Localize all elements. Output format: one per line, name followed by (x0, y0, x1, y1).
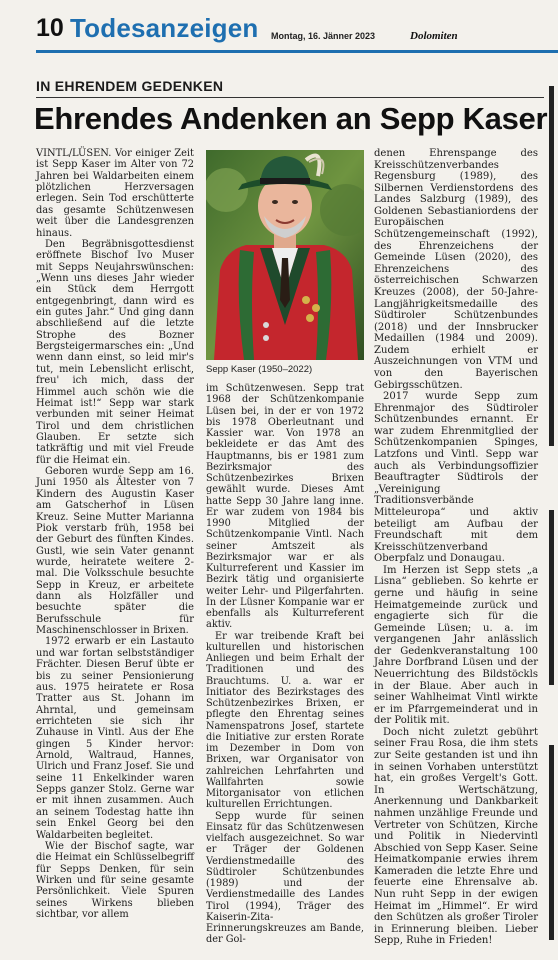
paragraph: Den Begräbnisgottesdienst eröffnete Bischof Ivo Muser mit Sepps Neujahrswünschen: „Wenn uns dieses Jahr wieder ein Stück dem Herrgott entgegenbringt, dann wird es ein gutes Jahr.“ Und ging dann abschließend auf die letzte Strophe des Bozner Bergsteigermarsches ein: „Und wenn dann einst, so leid mir's tut, mein Lebenslicht erlischt, freu' ich mich, dass der Himmel auch schön wie die Heimat ist!“ Sepp war stark verbunden mit seiner Heimat Tirol und dem christlichen Glauben. Er setzte sich tatkräftig und mit viel Freude für die Heimat ein. (36, 238, 194, 466)
paragraph: Doch nicht zuletzt gebührt seiner Frau Rosa, die ihm stets zur Seite gestanden ist und ihn in seinen Vorhaben unterstützt hat, ein großes Vergelt's Gott. In Wertschätzung, Anerkennung und Dankbarkeit nahmen unzählige Freunde und Vertreter von Schützen, Kirche und Politik in Niedervintl Abschied von Sepp Kaser. Seine Heimatkompanie erwies ihrem Kameraden die letzte Ehre und feuerte eine Ehrensalve ab. Nun ruht Sepp in der ewigen Heimat im „Himmel“. Er wird den Schützen als großer Tiroler in Erinnerung bleiben. Lieber Sepp, Ruhe in Frieden! (374, 726, 538, 947)
kicker-divider (36, 97, 544, 98)
article-column-3 (374, 148, 538, 947)
article-headline: Ehrendes Andenken an Sepp Kaser (34, 101, 548, 136)
paragraph: Im Herzen ist Sepp stets „a Lisna“ geblieben. So kehrte er gerne und häufig in seine Heimatgemeinde zurück und engagierte sich für die Gemeinde Lüsen; u. a. im vergangenen Jahr anlässlich der Gedenkveranstaltung 100 Jahre Dorfbrand Lüsen und der Neuerrichtung des Bildstöckls in der Blaue. Aber auch in seiner Wahlheimat Vintl wirkte er im Pfarrgemeinderat und in der Politik mit. (374, 564, 538, 727)
paragraph: VINTL/LÜSEN. Vor einiger Zeit ist Sepp Kaser im Alter von 72 Jahren bei Waldarbeiten einem plötzlichen Herzversagen erlegen. Sein Tod erschütterte das gesamte Schützenwesen weit über die Landesgrenzen hinaus. (36, 148, 194, 239)
adjacent-ad-border (549, 510, 554, 685)
article-column-2 (206, 383, 364, 946)
issue-date: Montag, 16. Jänner 2023 (271, 31, 376, 41)
photo-caption: Sepp Kaser (1950–2022) (206, 364, 313, 375)
paragraph: Sepp wurde für seinen Einsatz für das Schützenwesen vielfach ausgezeichnet. So war er Träger der Goldenen Verdienstmedaille des Südtiroler Schützenbundes (1989) und der Verdienstmedaille des Landes Tirol (1994), Träger des Kaiserin-Zita-Erinnerungskreuzes am Bande, der Gol- (206, 810, 364, 946)
paragraph: Geboren wurde Sepp am 16. Juni 1950 als Ältester von 7 Kindern des Augustin Kaser am Gatscherhof in Lüsen Kreuz. Seine Mutter Marianna Piok verstarb früh, 1958 bei der Geburt des fünften Kindes. Gustl, wie sein Vater genannt wurde, heiratete weitere 2-mal. Die Volksschule besuchte Sepp in Kreuz, er arbeitete dann als Holzfäller und besuchte später die Berufsschule für Maschinenschlosser in Brixen. (36, 466, 194, 637)
paragraph: denen Ehrenspange des Kreisschützenverbandes Regensburg (1989), des Silbernen Verdienstordens des Landes Salzburg (1989), des Goldenen Sebastianiordens der Europäischen Schützengemeinschaft (1992), des Ehrenzeichens der Gemeinde Lüsen (2020), des Ehrenzeichens des österreichischen Schwarzen Kreuzes (2008), der 50-Jahre-Langjährigkeitsmedaille des Südtiroler Schützenbundes (2018) und der Innsbrucker Medaillen (1984 und 2009). Zudem erhielt er Auszeichnungen von VTM und von den Bayerischen Gebirgsschützen. (374, 148, 538, 391)
page-header (0, 0, 558, 56)
header-divider (36, 50, 558, 53)
publication-logo: Dolomiten (410, 30, 458, 42)
paragraph: Wie der Bischof sagte, war die Heimat ein Schlüsselbegriff für Sepps Denken, für sein Wirken und für seine gesamte Persönlichkeit. Viele Spuren seines Wirkens blieben sichtbar, vor allem (36, 840, 194, 921)
adjacent-ad-border (549, 86, 554, 446)
paragraph: 2017 wurde Sepp zum Ehrenmajor des Südtiroler Schützenbundes ernannt. Er war zudem Ehrenmitglied der Schützenkompanien Spinges, Latzfons und Vintl. Sepp war auch als Verbindungsoffizier Beauftragter Südtirols der „Vereinigung Traditionsverbände Mitteleuropa“ und aktiv beteiligt am Aufbau der Freundschaft mit dem Kreisschützenverband Oberpfalz und Donaugau. (374, 391, 538, 565)
article-kicker: IN EHRENDEM GEDENKEN (36, 78, 224, 94)
page-number: 10 (36, 14, 64, 42)
paragraph: im Schützenwesen. Sepp trat 1968 der Schützenkompanie Lüsen bei, in der er von 1972 bis 1978 Oberleutnant und Kassier war. Von 1978 an bekleidete er das Amt des Hauptmanns, bis er 1981 zum Bezirksmajor des Schützenbezirkes Brixen gewählt wurde. Dieses Amt hatte Sepp 30 Jahre lang inne. Er war zudem von 1984 bis 1990 Mitglied der Schützenkompanie Vintl. Nach seiner Amtszeit als Bezirksmajor war er als Kulturreferent und Kassier im Bezirk tätig und organisierte weiter Lehr- und Pilgerfahrten. In der Lüsner Kompanie war er ebenfalls als Kulturreferent aktiv. (206, 383, 364, 631)
adjacent-ad-border (549, 745, 554, 940)
section-title: Todesanzeigen (70, 13, 259, 43)
paragraph: Er war treibende Kraft bei kulturellen und historischen Anliegen und beim Erhalt der Traditionen und des Brauchtums. U. a. war er Initiator des Bezirkstages des Schützenbezirkes Brixen, er pflegte den Ehrentag seines Namenspatrons Josef, startete die Initiative zur ersten Rorate im Dezember in Dom von Brixen, war Organisator von zahlreichen Lehrfahrten und Wallfahrten sowie Mitorganisator von etlichen kulturellen Errichtungen. (206, 630, 364, 811)
article-column-1 (36, 148, 194, 920)
portrait-photo (206, 150, 364, 360)
paragraph: 1972 erwarb er ein Lastauto und war fortan selbstständiger Frächter. Diesen Beruf übte er bis zu seiner Pensionierung aus. 1975 heiratete er Rosa Tratter aus St. Johann im Ahrntal, und gemeinsam errichteten sie sich ihr Zuhause in Vintl. Aus der Ehe gingen 5 Kinder hervor: Arnold, Waltraud, Hannes, Ulrich und Franz Josef. Sie und seine 11 Enkelkinder waren Sepps ganzer Stolz. Gerne war er mit ihnen zusammen. Auch an seinem Todestag hatte ihn sein Enkel Georg bei den Waldarbeiten begleitet. (36, 636, 194, 841)
